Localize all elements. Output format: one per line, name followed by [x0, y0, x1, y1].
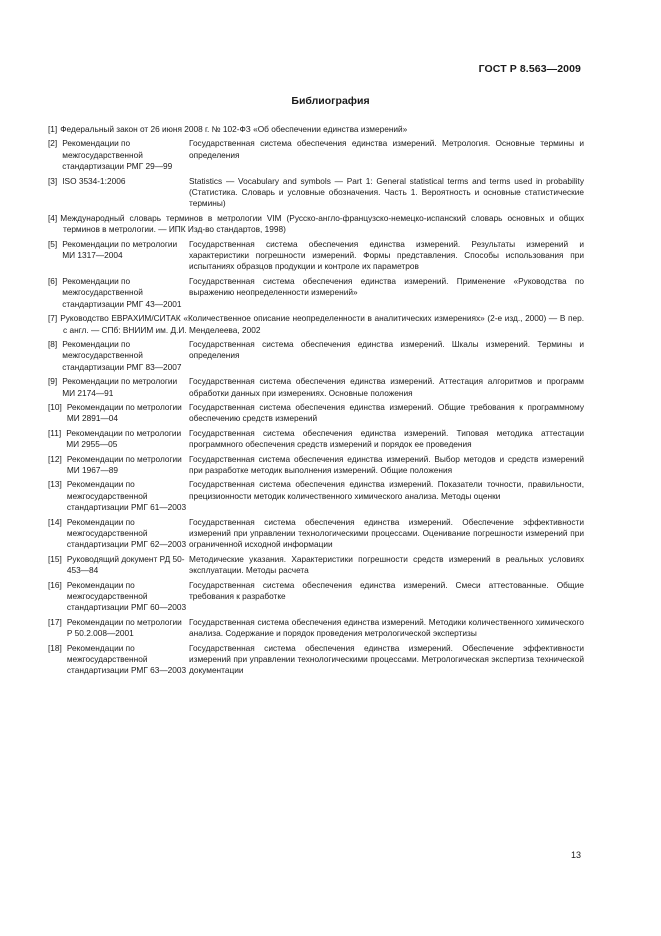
entry-source: Рекомендации по межгосударственной стандартизации РМГ 62—2003 — [66, 516, 187, 550]
entry-number: [15] — [48, 553, 62, 564]
entry-source: Рекомендации по метрологии МИ 1317—2004 — [62, 238, 178, 261]
entry-title: Государственная система обеспечения единства измерений. Типовая методика аттестации программного обеспечения средств измерений и порядок ее проведения — [189, 427, 584, 450]
page-number: 13 — [570, 850, 581, 860]
bibliography-entry — [48, 124, 584, 135]
entry-number: [3] — [48, 175, 58, 186]
entry-number: [5] — [48, 238, 58, 249]
entry-number: [12] — [48, 453, 62, 464]
entry-title: Statistics — Vocabulary and symbols — Part 1: General statistical terms and terms used in probability (Статистика. Словарь и условные обозначения. Часть 1. Вероятность и основные статистические термины) — [189, 175, 584, 209]
entry-source: Рекомендации по метрологии Р 50.2.008—2001 — [66, 616, 182, 639]
entry-source: Рекомендации по межгосударственной стандартизации РМГ 63—2003 — [66, 642, 187, 676]
bibliography-entry — [48, 376, 584, 399]
entry-source: Рекомендации по метрологии МИ 1967—89 — [66, 453, 182, 475]
entry-number: [14] — [48, 516, 62, 527]
bibliography-entry — [48, 454, 584, 477]
bibliography-entry — [48, 176, 584, 210]
entry-title: Государственная система обеспечения единства измерений. Показатели точности, правильности, прецизионности методик количественного химического анализа. Методы оценки — [189, 479, 584, 501]
bibliography-entry — [48, 213, 584, 236]
entry-source: Рекомендации по метрологии МИ 2891—04 — [66, 401, 182, 424]
entry-number: [18] — [48, 642, 62, 653]
entry-text: Руководство ЕВРАХИМ/СИТАК «Количественное описание неопределенности в аналитических измерениях» (2-е изд., 2000) — В пер. с англ. — СПб: ВНИИМ им. Д.И. Менделеева, 2002 — [60, 313, 584, 335]
entry-number: [1] — [48, 124, 58, 134]
entry-title: Государственная система обеспечения единства измерений. Общие требования к программному обеспечению средств измерений — [189, 401, 584, 424]
section-title: Библиография — [291, 95, 370, 107]
entry-title: Государственная система обеспечения единства измерений. Выбор методов и средств измерений при разработке методик выполнения измерений. Общие положения — [189, 453, 584, 475]
entry-number: [2] — [48, 138, 58, 149]
entry-title: Государственная система обеспечения единства измерений. Результаты измерений и характеристики погрешности измерений. Формы представления. Способы использования при испытаниях образцов продукции и контроле их параметров — [189, 238, 584, 272]
standard-code: ГОСТ Р 8.563—2009 — [478, 63, 581, 75]
entry-source: Рекомендации по межгосударственной стандартизации РМГ 61—2003 — [66, 479, 187, 513]
bibliography-entry — [48, 138, 584, 172]
bibliography-entry — [48, 276, 584, 310]
bibliography-entry — [48, 554, 584, 577]
entry-title: Методические указания. Характеристики погрешности средств измерений в реальных условиях эксплуатации. Методы расчета — [189, 553, 584, 576]
entry-number: [13] — [48, 479, 62, 490]
entry-title: Государственная система обеспечения единства измерений. Обеспечение эффективности измерений при управлении технологическими процессами. Метрологическая экспертиза технической документации — [189, 642, 584, 676]
entry-number: [7] — [48, 313, 58, 324]
bibliography-entry — [48, 402, 584, 425]
entry-number: [17] — [48, 616, 62, 627]
entry-number: [16] — [48, 579, 62, 590]
entry-text: Международный словарь терминов в метрологии VIM (Русско-англо-французско-немецко-испанский словарь основных и общих терминов в метрологии. — ИПК Изд-во стандартов, 1998) — [60, 212, 584, 235]
entry-title: Государственная система обеспечения единства измерений. Применение «Руководства по выражению неопределенности измерений» — [189, 275, 584, 298]
entry-source: Рекомендации по межгосударственной стандартизации РМГ 43—2001 — [62, 275, 182, 309]
entry-source: ISO 3534-1:2006 — [62, 175, 126, 186]
bibliography-entry — [48, 643, 584, 677]
entry-number: [8] — [48, 338, 58, 349]
entry-source: Рекомендации по метрологии МИ 2174—91 — [62, 376, 178, 398]
entry-number: [6] — [48, 275, 58, 286]
entry-text: Федеральный закон от 26 июня 2008 г. № 102-ФЗ «Об обеспечении единства измерений» — [60, 124, 408, 134]
entry-source: Рекомендации по межгосударственной стандартизации РМГ 83—2007 — [62, 338, 182, 372]
entry-number: [11] — [48, 427, 62, 438]
entry-title: Государственная система обеспечения единства измерений. Метрология. Основные термины и определения — [189, 138, 584, 160]
entry-number: [4] — [48, 212, 58, 223]
entry-title: Государственная система обеспечения единства измерений. Шкалы измерений. Термины и определения — [189, 338, 584, 361]
bibliography-entry — [48, 580, 584, 614]
entry-title: Государственная система обеспечения единства измерений. Аттестация алгоритмов и программ обработки данных при измерениях. Основные положения — [189, 376, 584, 398]
entry-source: Рекомендации по межгосударственной стандартизации РМГ 29—99 — [62, 138, 173, 172]
bibliography-entry — [48, 517, 584, 551]
entry-title: Государственная система обеспечения единства измерений. Обеспечение эффективности измерений при управлении технологическими процессами. Оценивание погрешности измерений при ограниченной исходной информации — [189, 516, 584, 550]
bibliography-list — [48, 124, 584, 680]
bibliography-entry — [48, 428, 584, 451]
bibliography-entry — [48, 239, 584, 273]
entry-number: [9] — [48, 376, 58, 387]
entry-source: Рекомендации по метрологии МИ 2955—05 — [66, 427, 182, 450]
bibliography-entry — [48, 339, 584, 373]
entry-number: [10] — [48, 401, 62, 412]
entry-source: Руководящий документ РД 50-453—84 — [66, 553, 185, 576]
entry-source: Рекомендации по межгосударственной стандартизации РМГ 60—2003 — [66, 579, 187, 613]
bibliography-entry — [48, 313, 584, 336]
bibliography-entry — [48, 479, 584, 513]
entry-title: Государственная система обеспечения единства измерений. Смеси аттестованные. Общие требования к разработке — [189, 579, 584, 602]
bibliography-entry — [48, 617, 584, 640]
entry-title: Государственная система обеспечения единства измерений. Методики количественного химического анализа. Содержание и порядок проведения метрологической экспертизы — [189, 616, 584, 639]
